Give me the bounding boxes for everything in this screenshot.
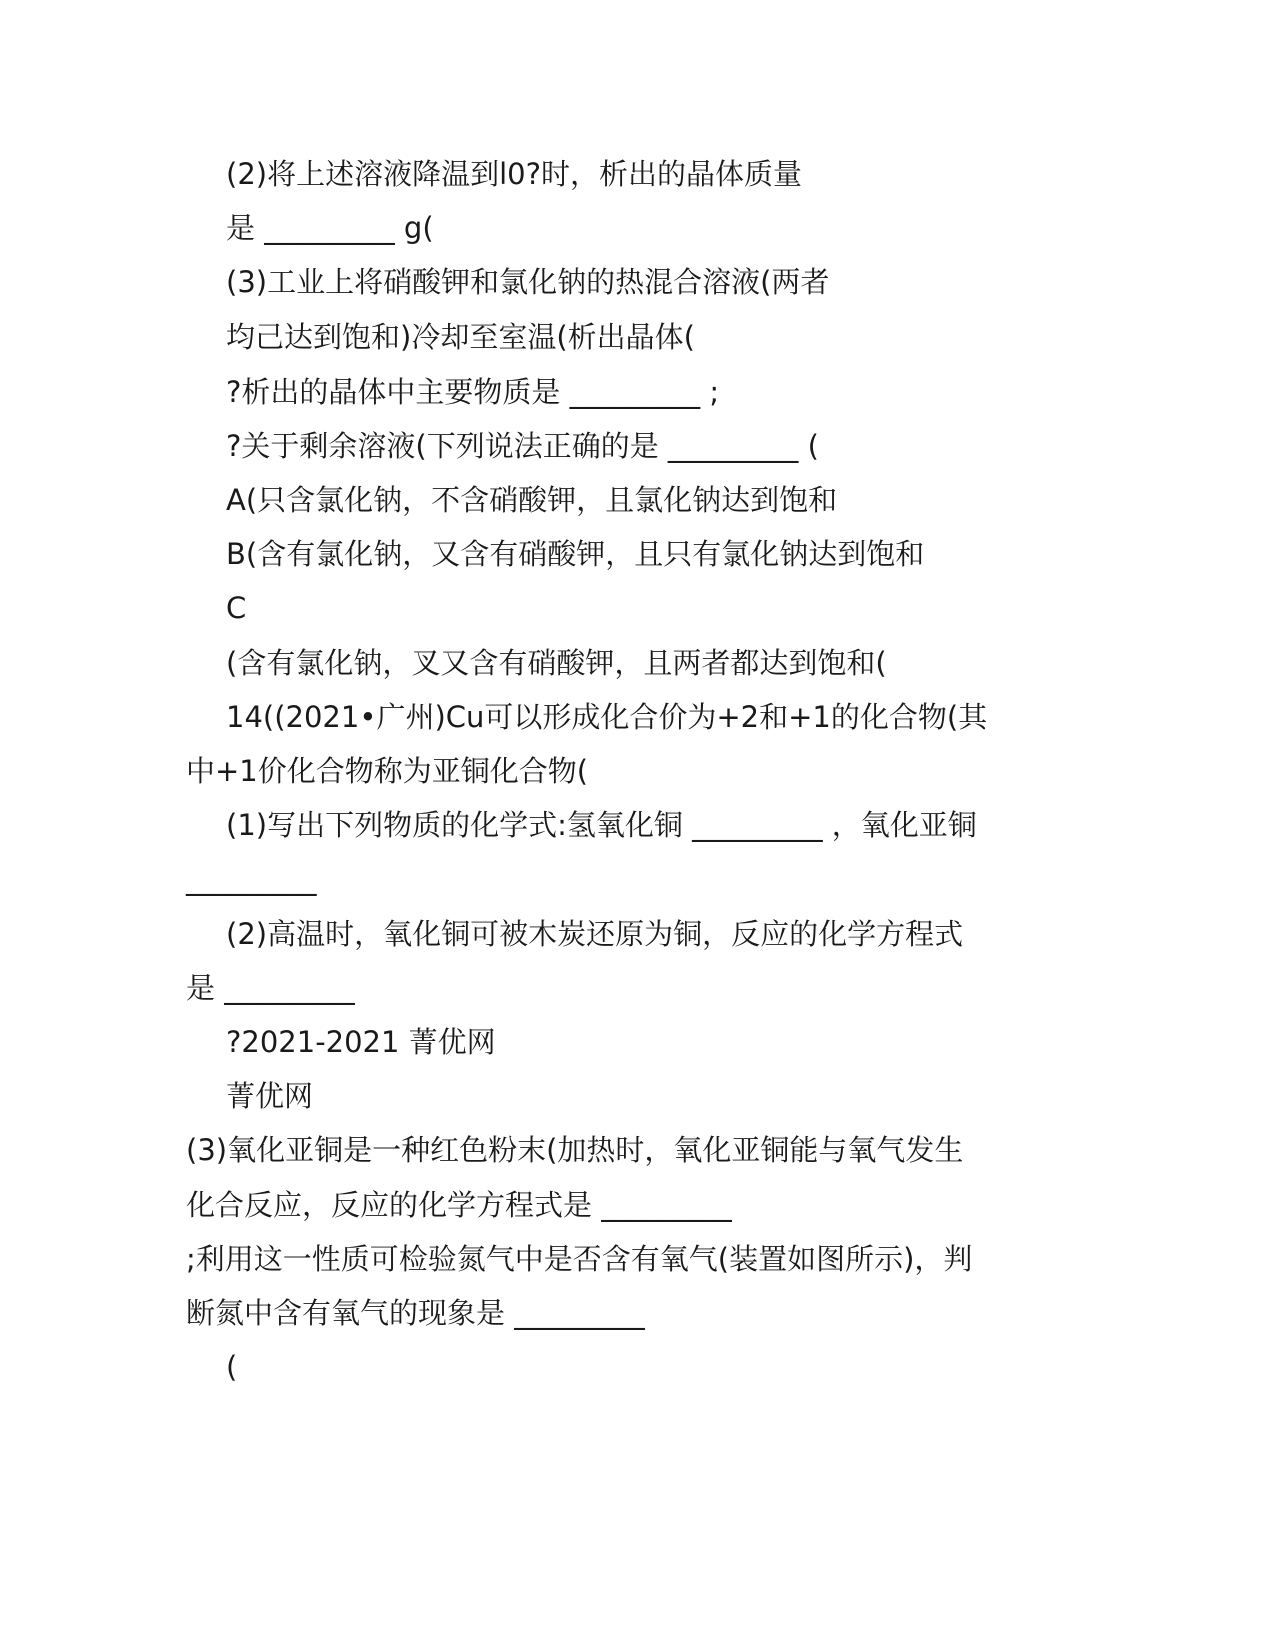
- question-14-part-3-detection: ;利用这一性质可检验氮气中是否含有氧气(装置如图所示)，判: [186, 1242, 973, 1276]
- sub-question-crystal-substance: ?析出的晶体中主要物质是 _________ ;: [226, 375, 720, 409]
- option-c-label: C: [226, 591, 247, 625]
- question-13-part-2: (2)将上述溶液降温到l0?时，析出的晶体质量: [226, 157, 802, 191]
- trailing-parenthesis: (: [226, 1350, 238, 1384]
- part-2-equation-blank: 是 _________: [186, 971, 355, 1005]
- question-14-stem: 14((2021•广州)Cu可以形成化合价为+2和+1的化合物(其: [226, 700, 988, 734]
- question-13-part-3: (3)工业上将硝酸钾和氯化钠的热混合溶液(两者: [226, 265, 830, 299]
- part-2-answer-blank: 是 _________ g(: [226, 211, 434, 245]
- question-14-stem-continued: 中+1价化合物称为亚铜化合物(: [186, 754, 589, 788]
- option-c-text: (含有氯化钠，叉又含有硝酸钾，且两者都达到饱和(: [226, 646, 887, 680]
- option-b: B(含有氯化钠，又含有硝酸钾，且只有氯化钠达到饱和: [226, 537, 925, 571]
- question-14-part-1: (1)写出下列物质的化学式:氢氧化铜 _________ ，氧化亚铜: [226, 808, 977, 842]
- question-14-part-3: (3)氧化亚铜是一种红色粉末(加热时，氧化亚铜能与氧气发生: [186, 1133, 964, 1167]
- part-1-answer-blank: _________: [186, 862, 317, 896]
- question-14-part-3-continued: 化合反应，反应的化学方程式是 _________: [186, 1188, 732, 1222]
- copyright-notice: ?2021-2021 菁优网: [226, 1025, 496, 1059]
- sub-question-remaining-solution: ?关于剩余溶液(下列说法正确的是 _________ (: [226, 429, 819, 463]
- question-14-part-2: (2)高温时，氧化铜可被木炭还原为铜，反应的化学方程式: [226, 917, 964, 951]
- question-13-part-3-continued: 均己达到饱和)冷却至室温(析出晶体(: [226, 320, 695, 354]
- site-name: 菁优网: [226, 1079, 314, 1113]
- question-14-part-3-phenomenon: 断氮中含有氧气的现象是 _________: [186, 1296, 645, 1330]
- option-a: A(只含氯化钠，不含硝酸钾，且氯化钠达到饱和: [226, 483, 838, 517]
